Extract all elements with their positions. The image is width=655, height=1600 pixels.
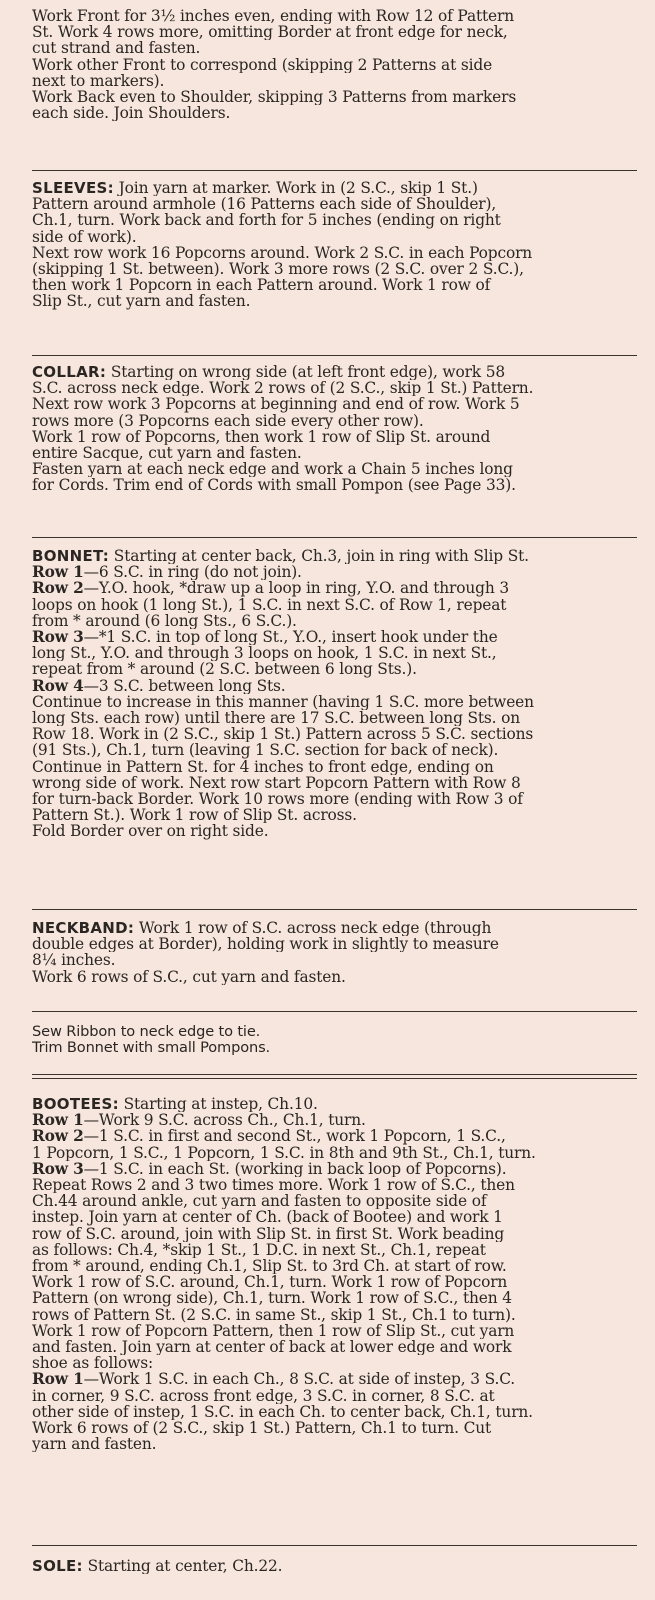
text-fragment: —1 S.C. in each St. (working in back loop of Popcorns). — [83, 1160, 507, 1178]
neckband-section — [32, 920, 637, 985]
text-line: Fold Border over on right side. — [32, 823, 269, 840]
text-line: Ch.44 around ankle, cut yarn and fasten to opposite side of — [32, 1193, 487, 1210]
sole-section — [32, 1558, 637, 1574]
section-divider — [32, 909, 637, 910]
text-line: Work 1 row of Popcorns, then work 1 row of Slip St. around — [32, 428, 491, 446]
text-line: next to markers). — [32, 72, 165, 90]
text-line: row of S.C. around, join with Slip St. in first St. Work beading — [32, 1225, 505, 1242]
text-line — [32, 180, 637, 196]
text-fragment: Starting on wrong side (at left front edge), work 58 — [106, 364, 505, 381]
neckband-paragraph — [32, 920, 637, 985]
text-line: Work Back even to Shoulder, skipping 3 Patterns from markers — [32, 89, 517, 106]
sleeves-heading: SLEEVES: — [32, 180, 114, 197]
text-fragment: —1 S.C. in first and second St., work 1 Popcorn, 1 S.C., — [83, 1128, 506, 1145]
text-line: 8¼ inches. — [32, 952, 116, 969]
text-line: in corner, 9 S.C. across front edge, 3 S.C. in corner, 8 S.C. at — [32, 1387, 495, 1404]
row-label: Row 4 — [32, 677, 84, 694]
text-line: long St., Y.O. and through 3 loops on hook, 1 S.C. in next St., — [32, 645, 497, 662]
text-line — [32, 1161, 637, 1177]
text-line — [32, 580, 637, 596]
text-line: as follows: Ch.4, *skip 1 St., 1 D.C. in next St., Ch.1, repeat — [32, 1241, 486, 1259]
section-divider — [32, 1011, 637, 1012]
text-line: Work 1 row of S.C. around, Ch.1, turn. Work 1 row of Popcorn — [32, 1274, 508, 1291]
text-line: S.C. across neck edge. Work 2 rows of (2 S.C., skip 1 St.) Pattern. — [32, 380, 534, 397]
bonnet-paragraph — [32, 548, 637, 840]
text-line: from * around (6 long Sts., 6 S.C.). — [32, 612, 297, 630]
text-line: rows of Pattern St. (2 S.C. in same St., skip 1 St., Ch.1 to turn). — [32, 1306, 516, 1323]
text-line: yarn and fasten. — [32, 1436, 157, 1453]
sole-paragraph — [32, 1558, 637, 1574]
text-line — [32, 1558, 637, 1574]
text-line: for turn-back Border. Work 10 rows more (ending with Row 3 of — [32, 791, 523, 808]
text-line — [32, 678, 637, 694]
text-line: Sew Ribbon to neck edge to tie. — [32, 1024, 261, 1040]
collar-heading: COLLAR: — [32, 364, 107, 381]
text-line — [32, 629, 637, 645]
text-line: Repeat Rows 2 and 3 two times more. Work 1 row of S.C., then — [32, 1177, 515, 1194]
text-line: (skipping 1 St. between). Work 3 more rows (2 S.C. over 2 S.C.), — [32, 261, 524, 278]
text-line: Fasten yarn at each neck edge and work a Chain 5 inches long — [32, 461, 513, 478]
section-double-divider — [32, 1074, 637, 1079]
text-line — [32, 920, 637, 936]
text-line — [32, 548, 637, 564]
text-line: Pattern (on wrong side), Ch.1, turn. Work 1 row of S.C., then 4 — [32, 1290, 512, 1307]
text-line: Work other Front to correspond (skipping 2 Patterns at side — [32, 56, 493, 73]
text-line: instep. Join yarn at center of Ch. (back of Bootee) and work 1 — [32, 1209, 503, 1226]
text-line: Next row work 16 Popcorns around. Work 2 S.C. in each Popcorn — [32, 244, 533, 262]
text-line — [32, 1112, 637, 1128]
text-line: Next row work 3 Popcorns at beginning and end of row. Work 5 — [32, 396, 520, 413]
ribbon-note-paragraph — [32, 1024, 637, 1056]
text-line: loops on hook (1 long St.), 1 S.C. in next S.C. of Row 1, repeat — [32, 596, 507, 613]
text-line: side of work). — [32, 228, 137, 245]
text-line — [32, 364, 637, 380]
sleeves-paragraph — [32, 180, 637, 310]
text-line: Continue in Pattern St. for 4 inches to front edge, ending on — [32, 758, 494, 775]
text-fragment: Starting at instep, Ch.10. — [118, 1096, 318, 1113]
text-line: other side of instep, 1 S.C. in each Ch. to center back, Ch.1, turn. — [32, 1403, 533, 1421]
text-line: Work 6 rows of (2 S.C., skip 1 St.) Pattern, Ch.1 to turn. Cut — [32, 1420, 492, 1437]
text-line: Pattern around armhole (16 Patterns each side of Shoulder), — [32, 196, 497, 213]
text-line — [32, 1371, 637, 1387]
text-line: wrong side of work. Next row start Popcorn Pattern with Row 8 — [32, 774, 521, 792]
text-line: Ch.1, turn. Work back and forth for 5 inches (ending on right — [32, 212, 501, 229]
text-line: long Sts. each row) until there are 17 S.C. between long Sts. on — [32, 710, 521, 727]
bootees-section — [32, 1096, 637, 1452]
text-fragment: —Y.O. hook, *draw up a loop in ring, Y.O. and through 3 — [83, 580, 509, 597]
text-line: for Cords. Trim end of Cords with small Pompon (see Page 33). — [32, 477, 516, 494]
text-line: Slip St., cut yarn and fasten. — [32, 293, 251, 310]
row-label: Row 1 — [32, 1371, 84, 1388]
text-line: Work 1 row of Popcorn Pattern, then 1 row of Slip St., cut yarn — [32, 1322, 515, 1340]
text-line — [32, 1096, 637, 1112]
collar-section — [32, 364, 637, 494]
text-line: from * around, ending Ch.1, Slip St. to 3rd Ch. at start of row. — [32, 1258, 507, 1275]
text-line: Continue to increase in this manner (having 1 S.C. more between — [32, 693, 534, 711]
text-fragment: Work 1 row of S.C. across neck edge (through — [134, 920, 492, 937]
text-line: rows more (3 Popcorns each side every other row). — [32, 412, 424, 429]
text-line: each side. Join Shoulders. — [32, 105, 231, 122]
text-line: then work 1 Popcorn in each Pattern around. Work 1 row of — [32, 277, 491, 294]
sole-heading: SOLE: — [32, 1558, 83, 1575]
text-line: shoe as follows: — [32, 1355, 153, 1372]
text-line: Pattern St.). Work 1 row of Slip St. across. — [32, 807, 357, 824]
section-divider — [32, 1545, 637, 1546]
text-fragment: —3 S.C. between long Sts. — [83, 677, 286, 694]
ribbon-note-section — [32, 1024, 637, 1056]
row-label: Row 2 — [32, 580, 84, 597]
text-fragment: Starting at center back, Ch.3, join in ring with Slip St. — [109, 548, 529, 565]
row-label: Row 3 — [32, 1160, 84, 1178]
text-line: St. Work 4 rows more, omitting Border at front edge for neck, — [32, 24, 508, 41]
text-fragment: Join yarn at marker. Work in (2 S.C., skip 1 St.) — [113, 180, 478, 197]
text-line: entire Sacque, cut yarn and fasten. — [32, 445, 302, 462]
text-fragment: —6 S.C. in ring (do not join). — [83, 564, 302, 581]
section-divider — [32, 537, 637, 538]
neckband-heading: NECKBAND: — [32, 920, 135, 937]
bonnet-section — [32, 548, 637, 840]
text-line — [32, 564, 637, 580]
text-line: (91 Sts.), Ch.1, turn (leaving 1 S.C. section for back of neck). — [32, 742, 499, 759]
text-fragment: —Work 1 S.C. in each Ch., 8 S.C. at side of instep, 3 S.C. — [83, 1371, 516, 1388]
text-line: Row 18. Work in (2 S.C., skip 1 St.) Pattern across 5 S.C. sections — [32, 726, 534, 743]
text-fragment: —*1 S.C. in top of long St., Y.O., insert hook under the — [83, 629, 498, 646]
section-divider — [32, 355, 637, 356]
text-line: Trim Bonnet with small Pompons. — [32, 1040, 271, 1057]
bonnet-heading: BONNET: — [32, 548, 110, 565]
sleeves-section — [32, 180, 637, 310]
collar-paragraph — [32, 364, 637, 494]
intro-section — [32, 8, 637, 121]
bootees-heading: BOOTEES: — [32, 1096, 119, 1113]
text-fragment: Starting at center, Ch.22. — [82, 1558, 283, 1575]
text-line: Work Front for 3½ inches even, ending with Row 12 of Pattern — [32, 8, 514, 25]
text-line: and fasten. Join yarn at center of back at lower edge and work — [32, 1339, 512, 1356]
bootees-paragraph — [32, 1096, 637, 1452]
row-label: Row 1 — [32, 564, 84, 581]
section-divider — [32, 170, 637, 171]
text-line — [32, 1128, 637, 1144]
text-line: double edges at Border), holding work in slightly to measure — [32, 936, 499, 953]
row-label: Row 1 — [32, 1112, 84, 1129]
text-line: Work 6 rows of S.C., cut yarn and fasten. — [32, 968, 346, 985]
row-label: Row 2 — [32, 1128, 84, 1145]
row-label: Row 3 — [32, 629, 84, 646]
text-fragment: —Work 9 S.C. across Ch., Ch.1, turn. — [83, 1112, 366, 1129]
text-line: 1 Popcorn, 1 S.C., 1 Popcorn, 1 S.C. in 8th and 9th St., Ch.1, turn. — [32, 1144, 536, 1161]
text-line: cut strand and fasten. — [32, 40, 201, 57]
text-line: repeat from * around (2 S.C. between 6 long Sts.). — [32, 661, 417, 678]
intro-paragraph — [32, 8, 637, 121]
